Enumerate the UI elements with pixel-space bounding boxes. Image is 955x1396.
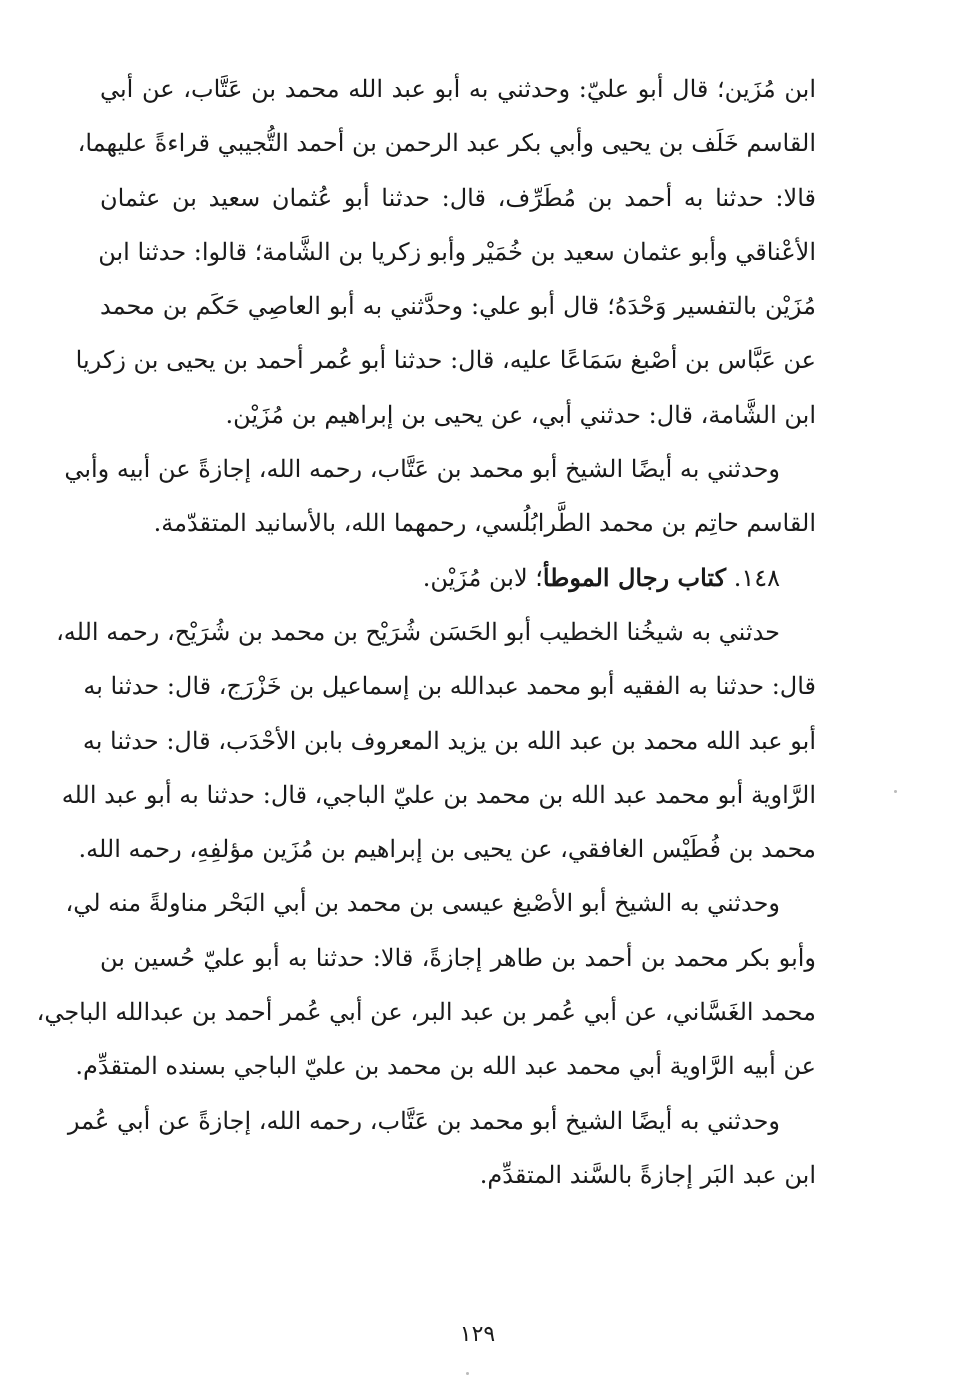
- text-line-18: محمد الغَسَّاني، عن أبي عُمر بن عبد البر، عن أبي عُمر أحمد بن عبدالله الباجي،: [36, 998, 816, 1027]
- heading-author: ؛ لابن مُزَيْن.: [422, 563, 543, 592]
- text-line-16: وحدثني به الشيخ أبو الأصْبغ عيسى بن محمد بن أبي البَحْر مناولةً منه لي،: [65, 889, 780, 918]
- heading-title: كتاب رجال الموطأ: [542, 562, 727, 592]
- text-line-1: ابن مُزَين؛ قال أبو عليّ: وحدثني به أبو عبد الله محمد بن عَتَّاب، عن أبي: [100, 75, 816, 103]
- text-line-20: وحدثني به أيضًا الشيخ أبو محمد بن عَتَّاب، رحمه الله، إجازةً عن أبي عُمر: [67, 1106, 780, 1135]
- text-line-3: قالا: حدثنا به أحمد بن مُطَرِّف، قال: حدثنا أبو عُثمان سعيد بن عثمان: [100, 183, 816, 212]
- text-line-7: ابن الشَّامة، قال: حدثني أبي، عن يحيى بن إبراهيم بن مُزَيْن.: [225, 400, 816, 429]
- arabic-text-block: [36, 62, 817, 1202]
- text-line-19: عن أبيه الرَّاوية أبي محمد عبد الله بن محمد بن عليّ الباجي بسنده المتقدِّم.: [75, 1052, 816, 1081]
- scan-speck: [466, 1372, 469, 1375]
- text-line-13: أبو عبد الله محمد بن عبد الله بن يزيد المعروف بابن الأحْدَب، قال: حدثنا به: [82, 726, 816, 755]
- text-line-15: محمد بن فُطَيْس الغافقي، عن يحيى بن إبراهيم بن مُزَين مؤلفِهِ، رحمه الله.: [78, 835, 816, 864]
- text-line-6: عن عَبَّاس بن أصْبغ سَمَاعًا عليه، قال: حدثنا أبو عُمر أحمد بن يحيى بن زكريا: [75, 346, 816, 375]
- section-heading-148: [100, 551, 816, 605]
- text-line-9: القاسم حاتِم بن محمد الطَّرابُلُسي، رحمهما الله، بالأسانيد المتقدّمة.: [153, 509, 816, 538]
- text-line-12: قال: حدثنا به الفقيه أبو محمد عبدالله بن إسماعيل بن خَزْرَج، قال: حدثنا به: [83, 672, 816, 701]
- text-line-5: مُزَيْن بالتفسير وَحْدَهُ؛ قال أبو علي: وحدَّثني به أبو العاصِي حَكَم بن محمد: [100, 292, 816, 321]
- scan-speck: [894, 790, 897, 793]
- heading-number: ١٤٨.: [726, 563, 780, 592]
- text-line-21: ابن عبد البَر إجازةً بالسَّند المتقدِّم.: [479, 1160, 816, 1189]
- page-number: ١٢٩: [459, 1322, 496, 1347]
- text-line-14: الرَّاوية أبو محمد عبد الله بن محمد بن عليّ الباجي، قال: حدثنا به أبو عبد الله: [61, 780, 816, 809]
- text-line-4: الأعْناقي وأبو عثمان سعيد بن خُمَيْر وأبو زكريا بن الشَّامة؛ قالوا: حدثنا ابن: [98, 237, 816, 266]
- text-line-17: وأبو بكر محمد بن أحمد بن طاهر إجازةً، قالا: حدثنا به أبو عليّ حُسين بن: [100, 943, 817, 972]
- text-line-2: القاسم خَلَف بن يحيى وأبي بكر عبد الرحمن بن أحمد التُّجيبي قراءةً عليهما،: [77, 129, 816, 158]
- text-line-11: حدثني به شيخُنا الخطيب أبو الحَسَن شُرَيْح بن محمد بن شُرَيْح، رحمه الله،: [56, 617, 780, 646]
- text-line-8: وحدثني به أيضًا الشيخ أبو محمد بن عَتَّاب، رحمه الله، إجازةً عن أبيه وأبي: [64, 455, 780, 484]
